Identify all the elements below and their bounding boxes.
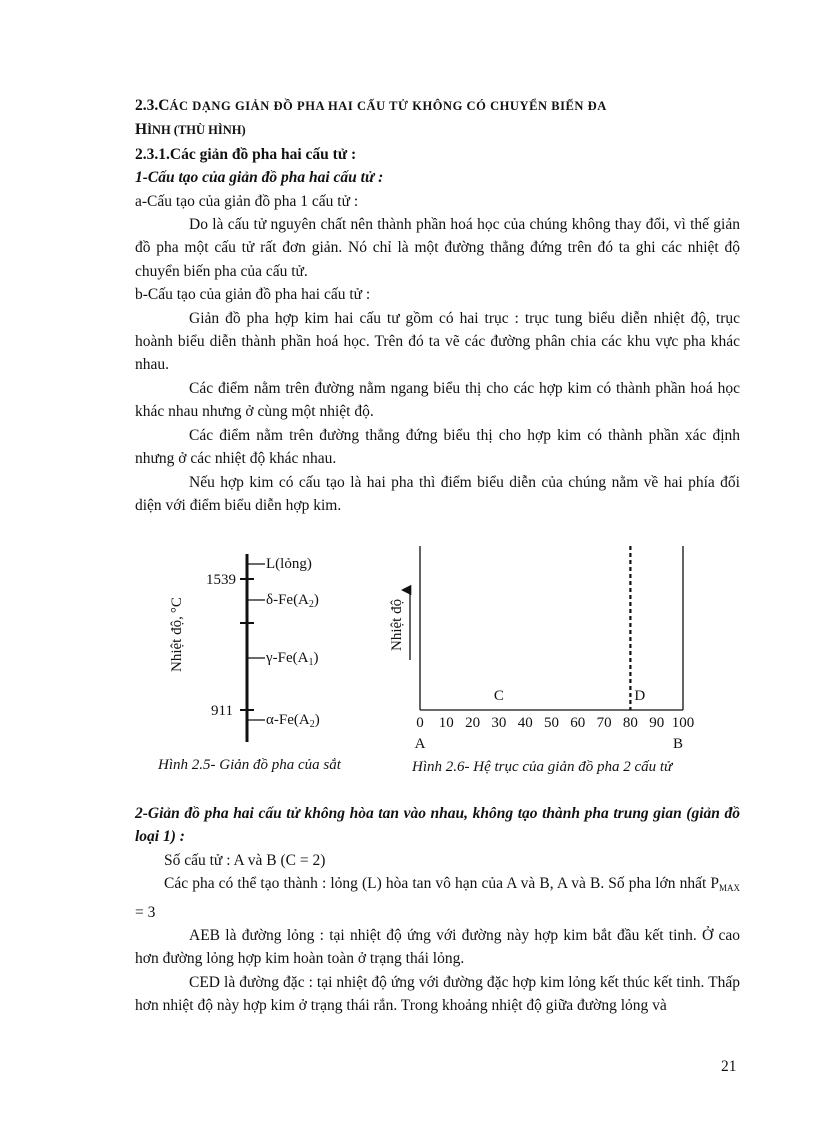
fig25-phase-liquid: L(lỏng) — [266, 556, 312, 572]
fig26-caption: Hình 2.6- Hệ trục của giản đồ pha 2 cấu tử — [412, 759, 673, 775]
section2-heading: 2-Giản đồ pha hai cấu tử không hòa tan vào nhau, không tạo thành pha trung gian (giản đồ loại 1) : — [135, 805, 740, 846]
fig26-component-b: B — [672, 736, 684, 752]
item-a: a-Cấu tạo của giản đồ pha 1 cấu tử : — [135, 192, 359, 210]
paragraph-a: Do là cấu tử nguyên chất nên thành phần hoá học của chúng không thay đổi, vì thế giản đồ pha một cấu tử rất đơn giản. Nó chỉ là một đường thẳng đứng trên đó ta ghi các nhiệt độ chuyển biến pha của cấu tử. — [135, 216, 740, 280]
fig26-tick-30: 30 — [491, 715, 507, 731]
section2-phases: Các pha có thể tạo thành : lỏng (L) hòa tan vô hạn của A và B, A và B. Số pha lớn nhất PMAX = 3 — [135, 875, 740, 921]
fig25-phase-gamma: $\gamma-Fe(A_1)$ — [266, 650, 319, 668]
fig25-y-label: Nhiệt độ,°C — [169, 597, 185, 672]
fig26-tick-40: 40 — [517, 715, 533, 731]
fig26-tick-100: 100 — [671, 715, 695, 731]
fig26-tick-10: 10 — [438, 715, 454, 731]
fig25-caption: Hình 2.5- Giản đồ pha của sắt — [158, 757, 341, 773]
page-number: 21 — [721, 1058, 737, 1075]
section-heading: 2.3.CÁC DẠNG GIẢN ĐỒ PHA HAI CẤU TỬ KHÔNG CÓ CHUYỂN BIẾN ĐA — [135, 97, 607, 114]
section-heading-line2: HÌNH (THÙ HÌNH) — [135, 121, 246, 139]
paragraph-b2: Các điểm nằm trên đường nằm ngang biểu thị cho các hợp kim có thành phần hoá học khác nhau nhưng ở cùng một nhiệt độ. — [135, 379, 740, 421]
fig26-tick-90: 90 — [649, 715, 665, 731]
fig26-tick-20: 20 — [465, 715, 481, 731]
fig26-y-label: Nhiệt độ — [389, 598, 405, 651]
fig25-temp-1539: 1539 — [206, 572, 236, 588]
fig26-point-d: D — [634, 688, 646, 704]
fig25-phase-delta: $\delta-Fe(A_2)$ — [266, 592, 319, 610]
paragraph-b4: Nếu hợp kim có cấu tạo là hai pha thì điểm biểu diễn của chúng nằm về hai phía đối diện với điểm biểu diễn hợp kim. — [135, 473, 740, 514]
section2-aeb: AEB là đường lỏng : tại nhiệt độ ứng với đường này hợp kim bắt đầu kết tinh. Ở cao hơn đường lỏng hợp kim hoàn toàn ở trạng thái lỏng. — [135, 927, 740, 968]
figure-two-component-axes — [380, 540, 710, 780]
fig25-temp-911: 911 — [211, 703, 233, 719]
top-text-block — [135, 94, 740, 517]
fig26-tick-50: 50 — [544, 715, 559, 731]
item-b: b-Cấu tạo của giản đồ pha hai cấu tử : — [135, 286, 371, 304]
bottom-text-block — [135, 802, 740, 1018]
paragraph-b1: Giản đồ pha hợp kim hai cấu tư gồm có hai trục : trục tung biểu diễn nhiệt độ, trục hoành biểu diễn thành phần hoá học. Trên đó ta vẽ các đường phân chia các khu vực pha khác nhau. — [135, 309, 740, 374]
section2-ced: CED là đường đặc : tại nhiệt độ ứng với đường đặc hợp kim lỏng kết thúc kết tinh. Thấp hơn nhiệt độ này hợp kim ở trạng thái rắn. Trong khoảng nhiệt độ giữa đường lỏng và — [135, 973, 740, 1015]
fig26-tick-labels — [416, 715, 694, 731]
fig25-phase-alpha: $\alpha-Fe(A_2)$ — [266, 712, 320, 730]
fig26-tick-0: 0 — [416, 715, 424, 731]
figure-iron-phase-diagram — [160, 540, 380, 750]
fig26-tick-60: 60 — [570, 715, 586, 731]
fig26-tick-70: 70 — [596, 715, 612, 731]
part1-heading: 1-Cấu tạo của giản đồ pha hai cấu tử : — [135, 169, 384, 187]
paragraph-b3: Các điểm nằm trên đường thẳng đứng biểu thị cho hợp kim có thành phần xác định nhưng ở các nhiệt độ khác nhau. — [135, 426, 740, 468]
fig26-tick-80: 80 — [622, 715, 638, 731]
section2-components: Số cấu tử : A và B (C = 2) — [164, 851, 326, 869]
fig26-component-a: A — [414, 736, 426, 752]
sub-heading: 2.3.1.Các giản đồ pha hai cấu tử : — [135, 145, 357, 163]
fig26-point-c: C — [493, 688, 504, 704]
